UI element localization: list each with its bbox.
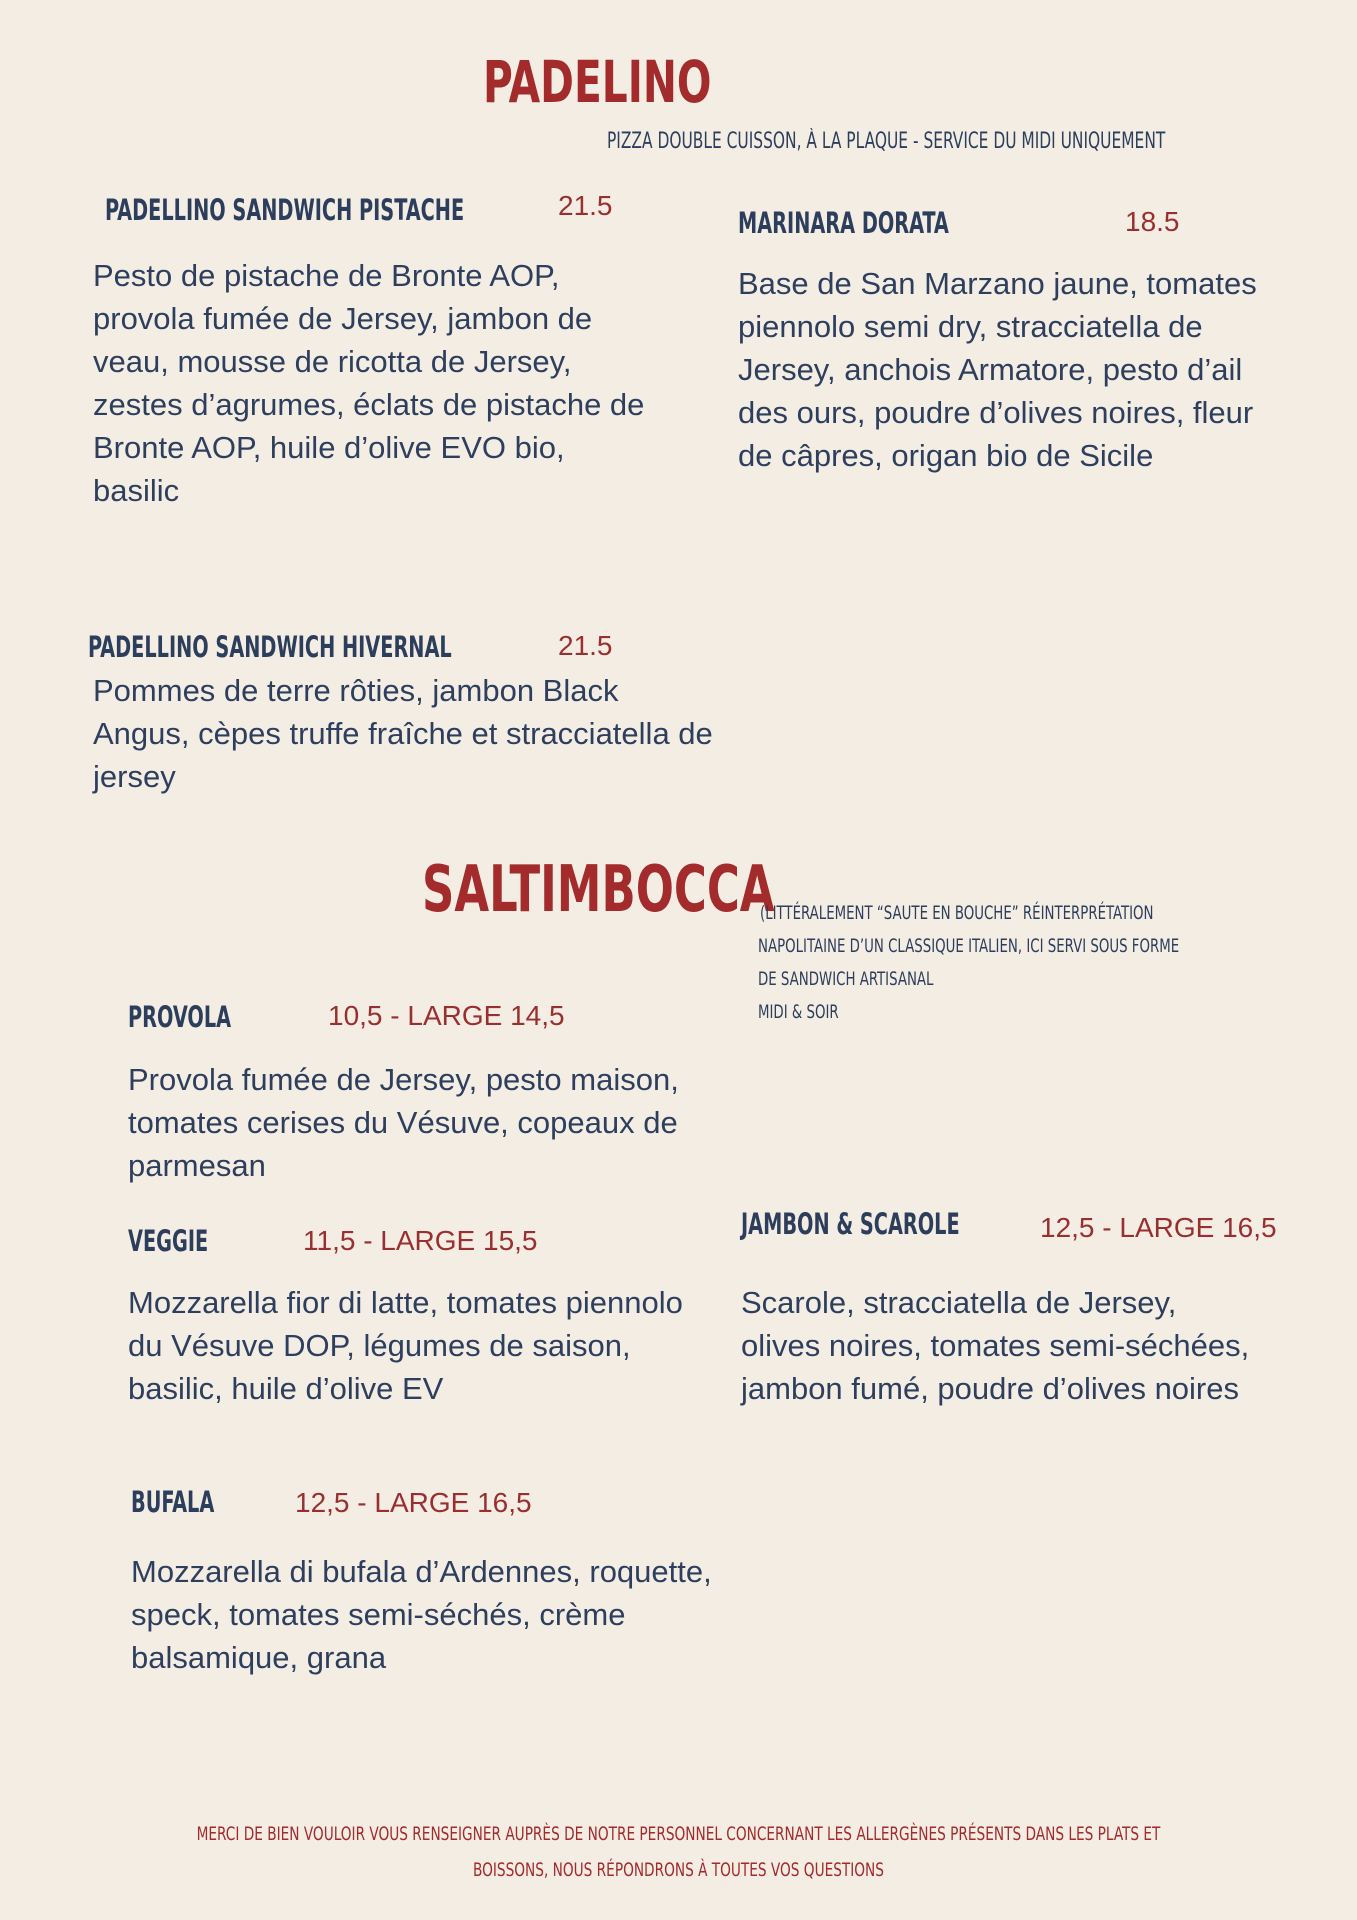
saltimbocca-note [760,897,1298,1029]
saltimbocca-note-line: (LITTÉRALEMENT “SAUTE EN BOUCHE” RÉINTERPRÉTATION [760,902,1154,924]
item-description-padellino-hivernal: Pommes de terre rôties, jambon Black Angus, cèpes truffe fraîche et stracciatella de jersey [93,673,713,794]
item-name-bufala: BUFALA [131,1485,215,1519]
saltimbocca-note-line: DE SANDWICH ARTISANAL [758,968,934,990]
item-name-veggie: VEGGIE [128,1224,209,1258]
padelino-subtitle: PIZZA DOUBLE CUISSON, À LA PLAQUE - SERVICE DU MIDI UNIQUEMENT [607,129,1166,154]
saltimbocca-note-line: NAPOLITAINE D’UN CLASSIQUE ITALIEN, ICI SERVI SOUS FORME [758,935,1180,957]
item-price-bufala: 12,5 - LARGE 16,5 [295,1487,532,1518]
item-price-marinara-dorata: 18.5 [1125,206,1180,237]
padelino-title: PADELINO [483,48,712,116]
item-description-padellino-pistache: Pesto de pistache de Bronte AOP, provola fumée de Jersey, jambon de veau, mousse de ricotta de Jersey, zestes d’agrumes, éclats de pistache de Bronte AOP, huile d’olive EVO bio, basilic [93,258,645,508]
footer-line: BOISSONS, NOUS RÉPONDRONS À TOUTES VOS QUESTIONS [473,1859,884,1881]
item-description-veggie: Mozzarella fior di latte, tomates piennolo du Vésuve DOP, légumes de saison, basilic, huile d’olive EV [128,1285,683,1406]
item-price-jambon-scarole: 12,5 - LARGE 16,5 [1040,1212,1277,1243]
item-price-padellino-pistache: 21.5 [558,190,613,221]
item-price-padellino-hivernal: 21.5 [558,630,613,661]
item-name-marinara-dorata: MARINARA DORATA [738,206,949,240]
item-description-bufala: Mozzarella di bufala d’Ardennes, roquette, speck, tomates semi-séchés, crème balsamique, grana [131,1554,712,1675]
item-name-padellino-hivernal: PADELLINO SANDWICH HIVERNAL [88,630,452,664]
item-description-marinara-dorata: Base de San Marzano jaune, tomates piennolo semi dry, stracciatella de Jersey, anchois Armatore, pesto d’ail des ours, poudre d’olives noires, fleur de câpres, origan bio de Sicile [738,266,1257,473]
footer-line: MERCI DE BIEN VOULOIR VOUS RENSEIGNER AUPRÈS DE NOTRE PERSONNEL CONCERNANT LES ALLERGÈNES PRÉSENTS DANS LES PLATS ET [196,1823,1161,1845]
saltimbocca-note-line: MIDI & SOIR [758,1001,839,1023]
item-price-provola: 10,5 - LARGE 14,5 [328,1000,565,1031]
item-name-jambon-scarole: JAMBON & SCAROLE [741,1207,960,1241]
item-name-padellino-pistache: PADELLINO SANDWICH PISTACHE [105,193,465,227]
allergen-footer [0,1816,1357,1888]
item-description-provola: Provola fumée de Jersey, pesto maison, tomates cerises du Vésuve, copeaux de parmesan [128,1062,679,1183]
item-description-jambon-scarole: Scarole, stracciatella de Jersey, olives noires, tomates semi-séchées, jambon fumé, poudre d’olives noires [741,1285,1250,1406]
item-price-veggie: 11,5 - LARGE 15,5 [303,1225,538,1256]
saltimbocca-title: SALTIMBOCCA [422,853,775,927]
item-name-provola: PROVOLA [128,1000,232,1034]
